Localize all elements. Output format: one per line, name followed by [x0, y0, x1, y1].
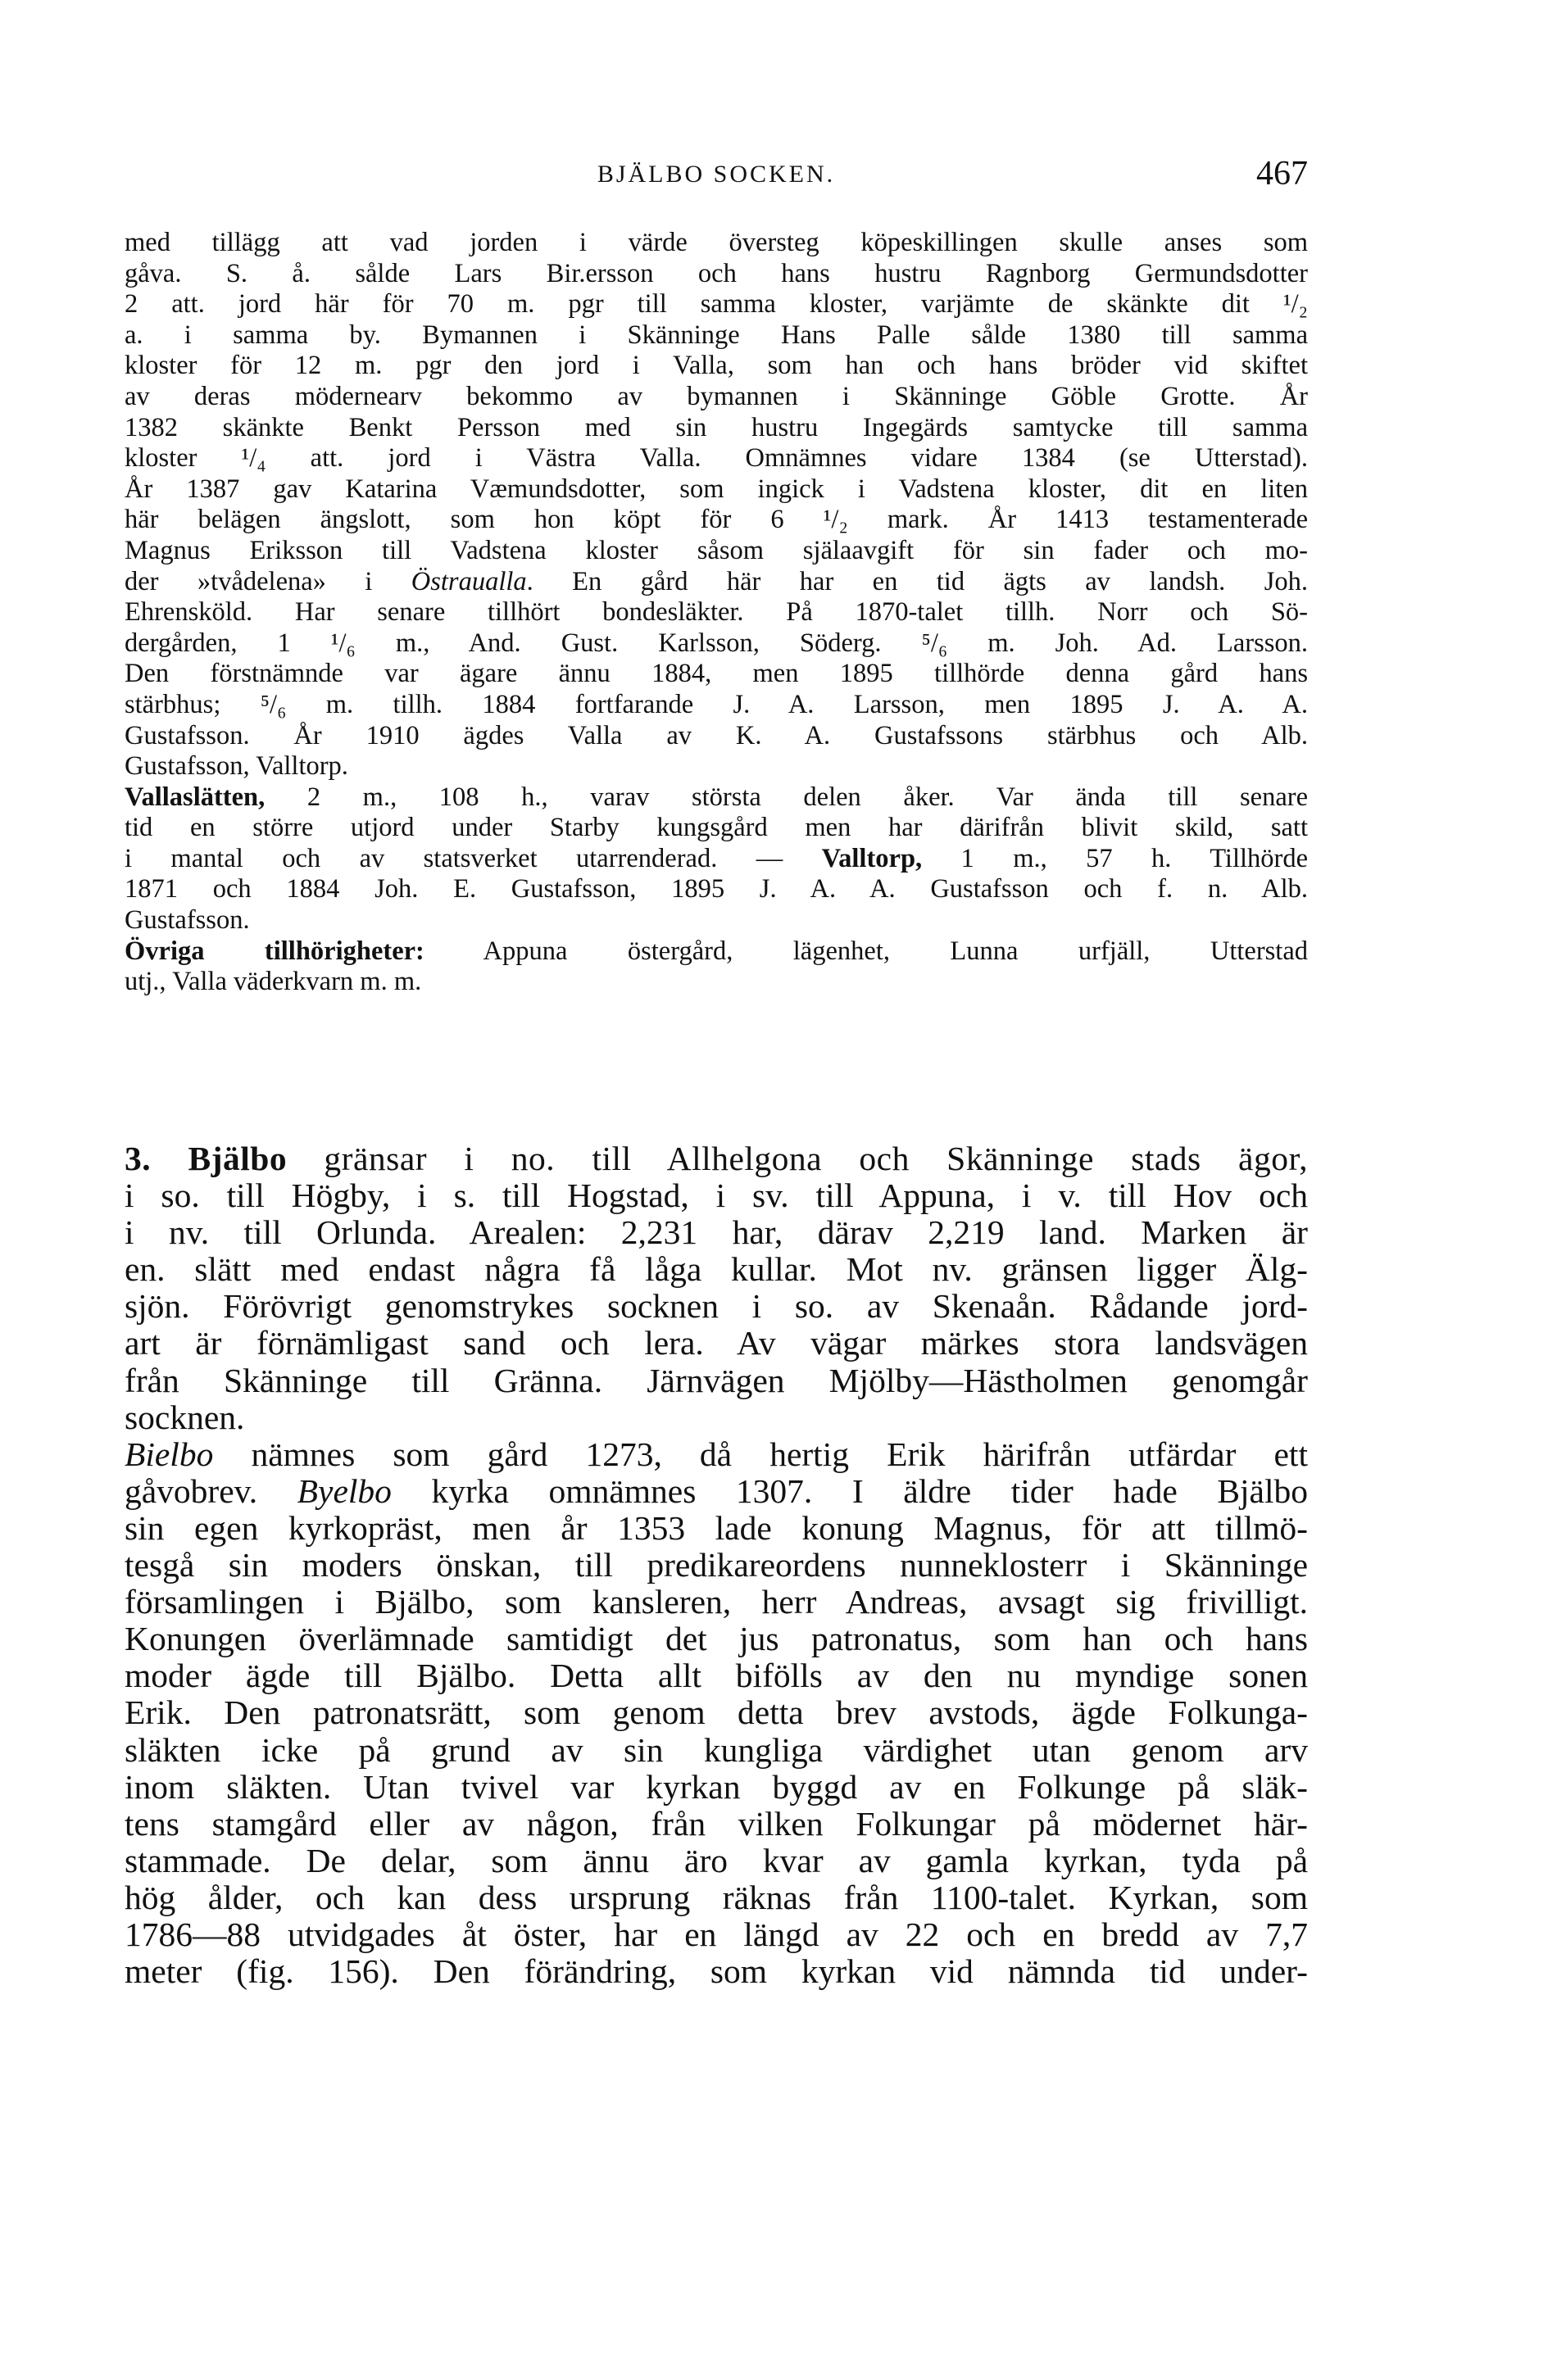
text-line: stammade. De delar, som ännu äro kvar av gamla kyrkan, tyda på [125, 1841, 1308, 1879]
main-text-section [125, 1140, 1308, 1990]
text-line: från Skänninge till Gränna. Järnvägen Mjölby—Hästholmen genomgår [125, 1361, 1308, 1399]
page-number: 467 [1256, 155, 1308, 193]
text-line: 1871 och 1884 Joh. E. Gustafsson, 1895 J. A. A. Gustafsson och f. n. Alb. [125, 874, 1308, 904]
italic-place-name: Bielbo [125, 1435, 214, 1473]
bold-parish-name: Bjälbo [188, 1140, 288, 1177]
text-line [125, 936, 1308, 968]
text-run: kyrka omnämnes 1307. I äldre tider hade Bjälbo [391, 1471, 1308, 1510]
bold-entry-name: Valltorp, [821, 843, 923, 873]
text-line: År 1387 gav Katarina Væmundsdotter, som ingick i Vadstena kloster, dit en liten [125, 474, 1308, 504]
text-line: med tillägg att vad jorden i värde översteg köpeskillingen skulle anses som [125, 228, 1308, 257]
text-line: stärbhus; ⁵/₆ m. tillh. 1884 fortfarande J. A. Larsson, men 1895 J. A. A. [125, 689, 1308, 719]
text-run: . En gård här har en tid ägts av landsh. Joh. [526, 566, 1308, 596]
text-line: av deras mödernearv bekommo av bymannen i Skänninge Göble Grotte. År [125, 381, 1308, 411]
text-run: gåvobrev. [125, 1471, 297, 1510]
text-line: dergården, 1 ¹/₆ m., And. Gust. Karlsson, Söderg. ⁵/₆ m. Joh. Ad. Larsson. [125, 628, 1308, 658]
text-line: kloster för 12 m. pgr den jord i Valla, som han och hans bröder vid skiftet [125, 351, 1308, 381]
text-line [125, 567, 1308, 598]
text-line: 1786—88 utvidgades åt öster, har en längd av 22 och en bredd av 7,7 [125, 1915, 1308, 1953]
page-header [125, 154, 1308, 203]
text-line [125, 1140, 1308, 1177]
text-line: i so. till Högby, i s. till Hogstad, i sv. till Appuna, i v. till Hov och [125, 1176, 1308, 1215]
text-line: socknen. [125, 1398, 245, 1436]
bold-entry-name: Övriga tillhörigheter: [125, 936, 424, 966]
text-line: Ehrensköld. Har senare tillhört bondesläkter. På 1870-talet tillh. Norr och Sö- [125, 597, 1308, 628]
text-line: meter (fig. 156). Den förändring, som kyrkan vid nämnda tid under- [125, 1952, 1308, 1991]
text-run: 1 m., 57 h. Tillhörde [922, 843, 1308, 873]
text-line: tid en större utjord under Starby kungsgård men har därifrån blivit skild, satt [125, 813, 1308, 843]
text-line: församlingen i Bjälbo, som kansleren, herr Andreas, avsagt sig frivilligt. [125, 1583, 1308, 1621]
italic-place-name: Byelbo [297, 1471, 392, 1510]
text-line: i nv. till Orlunda. Arealen: 2,231 har, därav 2,219 land. Marken är [125, 1213, 1308, 1252]
text-line: inom släkten. Utan tvivel var kyrkan byggd av en Folkunge på släk- [125, 1767, 1308, 1806]
text-line: sjön. Förövrigt genomstrykes socknen i so. av Skenaån. Rådande jord- [125, 1287, 1308, 1326]
text-line: Gustafsson. [125, 905, 250, 936]
text-line: tesgå sin moders önskan, till predikareordens nunneklosterr i Skänninge [125, 1546, 1308, 1584]
text-line: Den förstnämnde var ägare ännu 1884, men 1895 tillhörde denna gård hans [125, 659, 1308, 689]
text-line: Konungen överlämnade samtidigt det jus patronatus, som han och hans [125, 1620, 1308, 1658]
text-line: moder ägde till Bjälbo. Detta allt bifölls av den nu myndige sonen [125, 1657, 1308, 1695]
text-run: Appuna östergård, lägenhet, Lunna urfjäll, Utterstad [424, 936, 1309, 966]
text-line: Gustafsson. År 1910 ägdes Valla av K. A. Gustafssons stärbhus och Alb. [125, 720, 1308, 750]
text-line: a. i samma by. Bymannen i Skänninge Hans Palle sålde 1380 till samma [125, 320, 1308, 350]
text-run: i mantal och av statsverket utarrenderad. — [125, 843, 822, 873]
text-line: släkten icke på grund av sin kungliga värdighet utan genom arv [125, 1730, 1308, 1769]
text-line: 2 att. jord här för 70 m. pgr till samma kloster, varjämte de skänkte dit ¹/₂ [125, 289, 1308, 320]
text-line: utj., Valla väderkvarn m. m. [125, 967, 422, 997]
text-line [125, 782, 1308, 814]
text-line: sin egen kyrkopräst, men år 1353 lade konung Magnus, för att tillmö- [125, 1508, 1308, 1547]
text-line: hög ålder, och kan dess ursprung räknas från 1100-talet. Kyrkan, som [125, 1878, 1308, 1916]
text-line: Gustafsson, Valltorp. [125, 751, 348, 782]
text-line: Magnus Eriksson till Vadstena kloster såsom själaavgift för sin fader och mo- [125, 535, 1308, 565]
text-run: 2 m., 108 h., varav största delen åker. Var ända till senare [265, 782, 1308, 812]
text-line [125, 844, 1308, 875]
text-run: gränsar i no. till Allhelgona och Skänninge stads ägor, [287, 1140, 1308, 1177]
text-line: kloster ¹/₄ att. jord i Västra Valla. Omnämnes vidare 1384 (se Utterstad). [125, 443, 1308, 474]
text-line [125, 1473, 1308, 1510]
italic-place-name: Östraualla [411, 566, 527, 596]
running-title: BJÄLBO SOCKEN. [597, 161, 836, 188]
text-run: der »tvådelena» i [125, 566, 411, 596]
text-line: här belägen ängslott, som hon köpt för 6 ¹/₂ mark. År 1413 testamenterade [125, 505, 1308, 535]
text-line: 1382 skänkte Benkt Persson med sin hustru Ingegärds samtycke till samma [125, 412, 1308, 442]
text-line: tens stamgård eller av någon, från vilken Folkungar på mödernet här- [125, 1804, 1308, 1843]
text-line: art är förnämligast sand och lera. Av vägar märkes stora landsvägen [125, 1324, 1308, 1362]
section-number: 3. [125, 1140, 188, 1177]
text-run: nämnes som gård 1273, då hertig Erik härifrån utfärdar ett [213, 1435, 1308, 1473]
text-line: en. slätt med endast några få låga kullar. Mot nv. gränsen ligger Älg- [125, 1250, 1308, 1289]
text-line: gåva. S. å. sålde Lars Bir.ersson och hans hustru Ragnborg Germundsdotter [125, 258, 1308, 288]
small-print-section [125, 228, 1308, 998]
text-line: Erik. Den patronatsrätt, som genom detta brev avstods, ägde Folkunga- [125, 1693, 1308, 1732]
bold-entry-name: Vallaslätten, [125, 782, 266, 812]
text-line [125, 1436, 1308, 1473]
